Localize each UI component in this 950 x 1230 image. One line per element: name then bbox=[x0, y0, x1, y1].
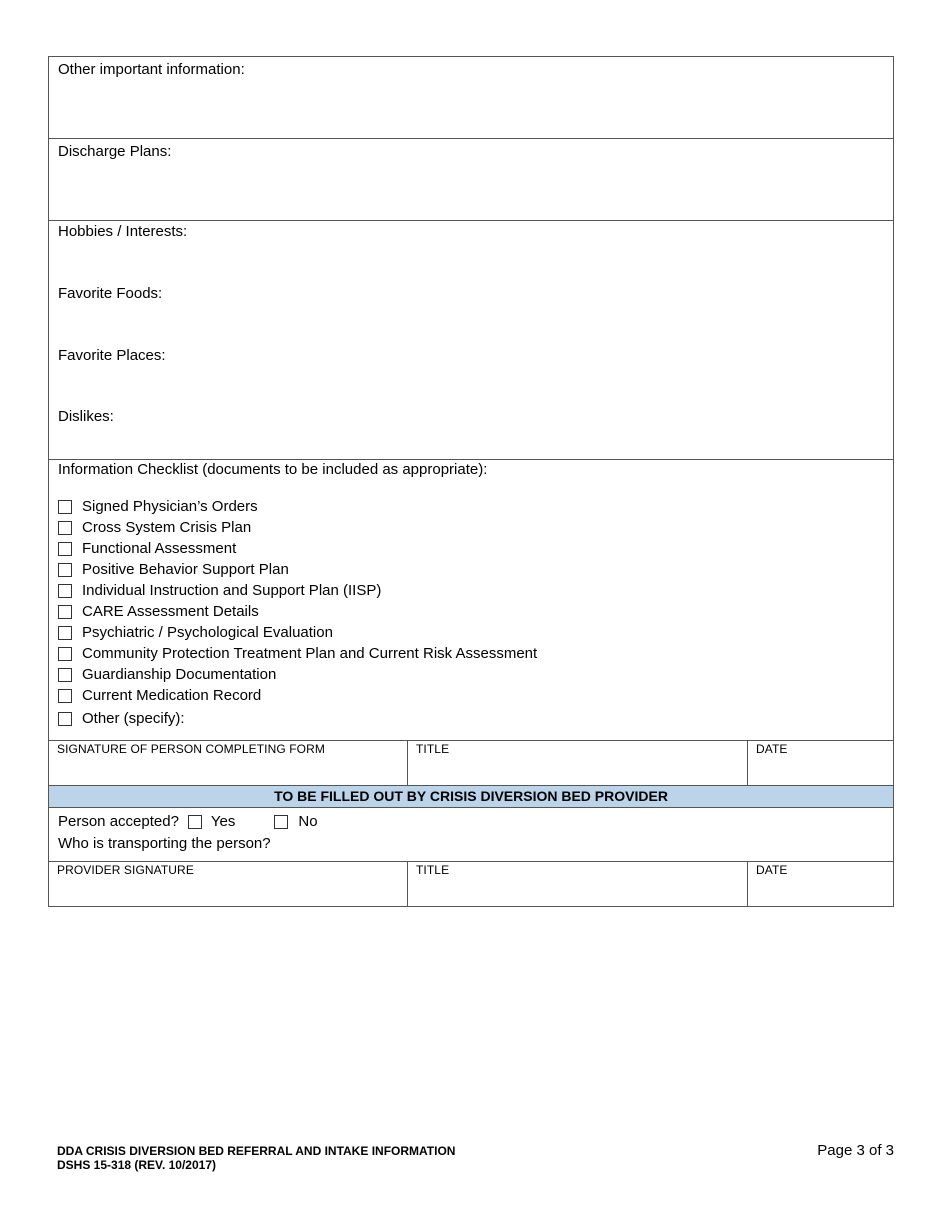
checkbox[interactable] bbox=[58, 563, 72, 577]
checklist-section bbox=[48, 460, 894, 741]
checklist-item-label: Individual Instruction and Support Plan (IISP) bbox=[82, 582, 382, 599]
provider-banner: TO BE FILLED OUT BY CRISIS DIVERSION BED PROVIDER bbox=[48, 786, 894, 808]
other-info-section[interactable] bbox=[48, 57, 894, 139]
signature-row bbox=[48, 741, 894, 786]
checkbox[interactable] bbox=[58, 626, 72, 640]
checklist-item-label: Guardianship Documentation bbox=[82, 666, 277, 683]
checkbox[interactable] bbox=[58, 542, 72, 556]
date-field[interactable] bbox=[747, 741, 893, 785]
checklist-item[interactable] bbox=[58, 645, 537, 663]
checklist-item-label: Signed Physician’s Orders bbox=[82, 498, 258, 515]
checkbox[interactable] bbox=[58, 500, 72, 514]
checkbox[interactable] bbox=[58, 647, 72, 661]
checkbox[interactable] bbox=[58, 584, 72, 598]
favorite-places-label: Favorite Places: bbox=[58, 347, 166, 364]
checklist-item[interactable] bbox=[58, 687, 261, 705]
checklist-item-label: Cross System Crisis Plan bbox=[82, 519, 252, 536]
checkbox[interactable] bbox=[58, 689, 72, 703]
dislikes-label: Dislikes: bbox=[58, 408, 114, 425]
checklist-item-label: Other (specify): bbox=[82, 710, 185, 727]
checklist-item[interactable] bbox=[58, 582, 381, 600]
checklist-item-label: CARE Assessment Details bbox=[82, 603, 259, 620]
no-checkbox[interactable] bbox=[274, 815, 288, 829]
preferences-section[interactable] bbox=[48, 221, 894, 460]
checkbox[interactable] bbox=[58, 521, 72, 535]
checklist-item[interactable] bbox=[58, 603, 259, 621]
checklist-heading: Information Checklist (documents to be included as appropriate): bbox=[58, 461, 488, 478]
footer-form-info bbox=[57, 1144, 455, 1172]
discharge-plans-label: Discharge Plans: bbox=[58, 143, 172, 160]
checklist-item[interactable] bbox=[58, 666, 276, 684]
checkbox[interactable] bbox=[58, 712, 72, 726]
date-label: DATE bbox=[756, 742, 788, 756]
checklist-item[interactable] bbox=[58, 561, 289, 579]
no-label: No bbox=[298, 813, 318, 830]
person-accepted-label: Person accepted? bbox=[58, 813, 179, 830]
transport-label: Who is transporting the person? bbox=[58, 835, 271, 852]
title-field[interactable] bbox=[407, 741, 747, 785]
provider-title-field[interactable] bbox=[407, 862, 747, 906]
title-label: TITLE bbox=[416, 742, 450, 756]
discharge-plans-section[interactable] bbox=[48, 139, 894, 221]
signature-label: SIGNATURE OF PERSON COMPLETING FORM bbox=[57, 742, 325, 756]
checklist-item-label: Current Medication Record bbox=[82, 687, 262, 704]
provider-date-field[interactable] bbox=[747, 862, 893, 906]
footer-form-number: DSHS 15-318 (REV. 10/2017) bbox=[57, 1158, 216, 1172]
provider-title-label: TITLE bbox=[416, 863, 450, 877]
footer-form-title: DDA CRISIS DIVERSION BED REFERRAL AND INTAKE INFORMATION bbox=[57, 1144, 456, 1158]
hobbies-label: Hobbies / Interests: bbox=[58, 223, 188, 240]
checklist-item[interactable] bbox=[58, 624, 333, 642]
checklist-item-label: Community Protection Treatment Plan and Current Risk Assessment bbox=[82, 645, 538, 662]
page-number: Page 3 of 3 bbox=[817, 1142, 894, 1159]
provider-acceptance-section bbox=[48, 808, 894, 862]
provider-signature-row bbox=[48, 862, 894, 907]
person-accepted-row bbox=[58, 813, 318, 831]
checklist-item-label: Psychiatric / Psychological Evaluation bbox=[82, 624, 333, 641]
signature-field[interactable] bbox=[49, 741, 407, 785]
checkbox[interactable] bbox=[58, 668, 72, 682]
checklist-item[interactable] bbox=[58, 540, 236, 558]
checklist-item[interactable] bbox=[58, 498, 258, 516]
intake-form bbox=[48, 56, 894, 907]
other-info-label: Other important information: bbox=[58, 61, 245, 78]
checklist-item-label: Positive Behavior Support Plan bbox=[82, 561, 289, 578]
provider-signature-label: PROVIDER SIGNATURE bbox=[57, 863, 194, 877]
checkbox[interactable] bbox=[58, 605, 72, 619]
yes-label: Yes bbox=[210, 813, 236, 830]
checklist-item[interactable] bbox=[58, 710, 185, 728]
provider-signature-field[interactable] bbox=[49, 862, 407, 906]
favorite-foods-label: Favorite Foods: bbox=[58, 285, 163, 302]
checklist-item-label: Functional Assessment bbox=[82, 540, 237, 557]
checklist-item[interactable] bbox=[58, 519, 251, 537]
provider-date-label: DATE bbox=[756, 863, 788, 877]
yes-checkbox[interactable] bbox=[188, 815, 202, 829]
